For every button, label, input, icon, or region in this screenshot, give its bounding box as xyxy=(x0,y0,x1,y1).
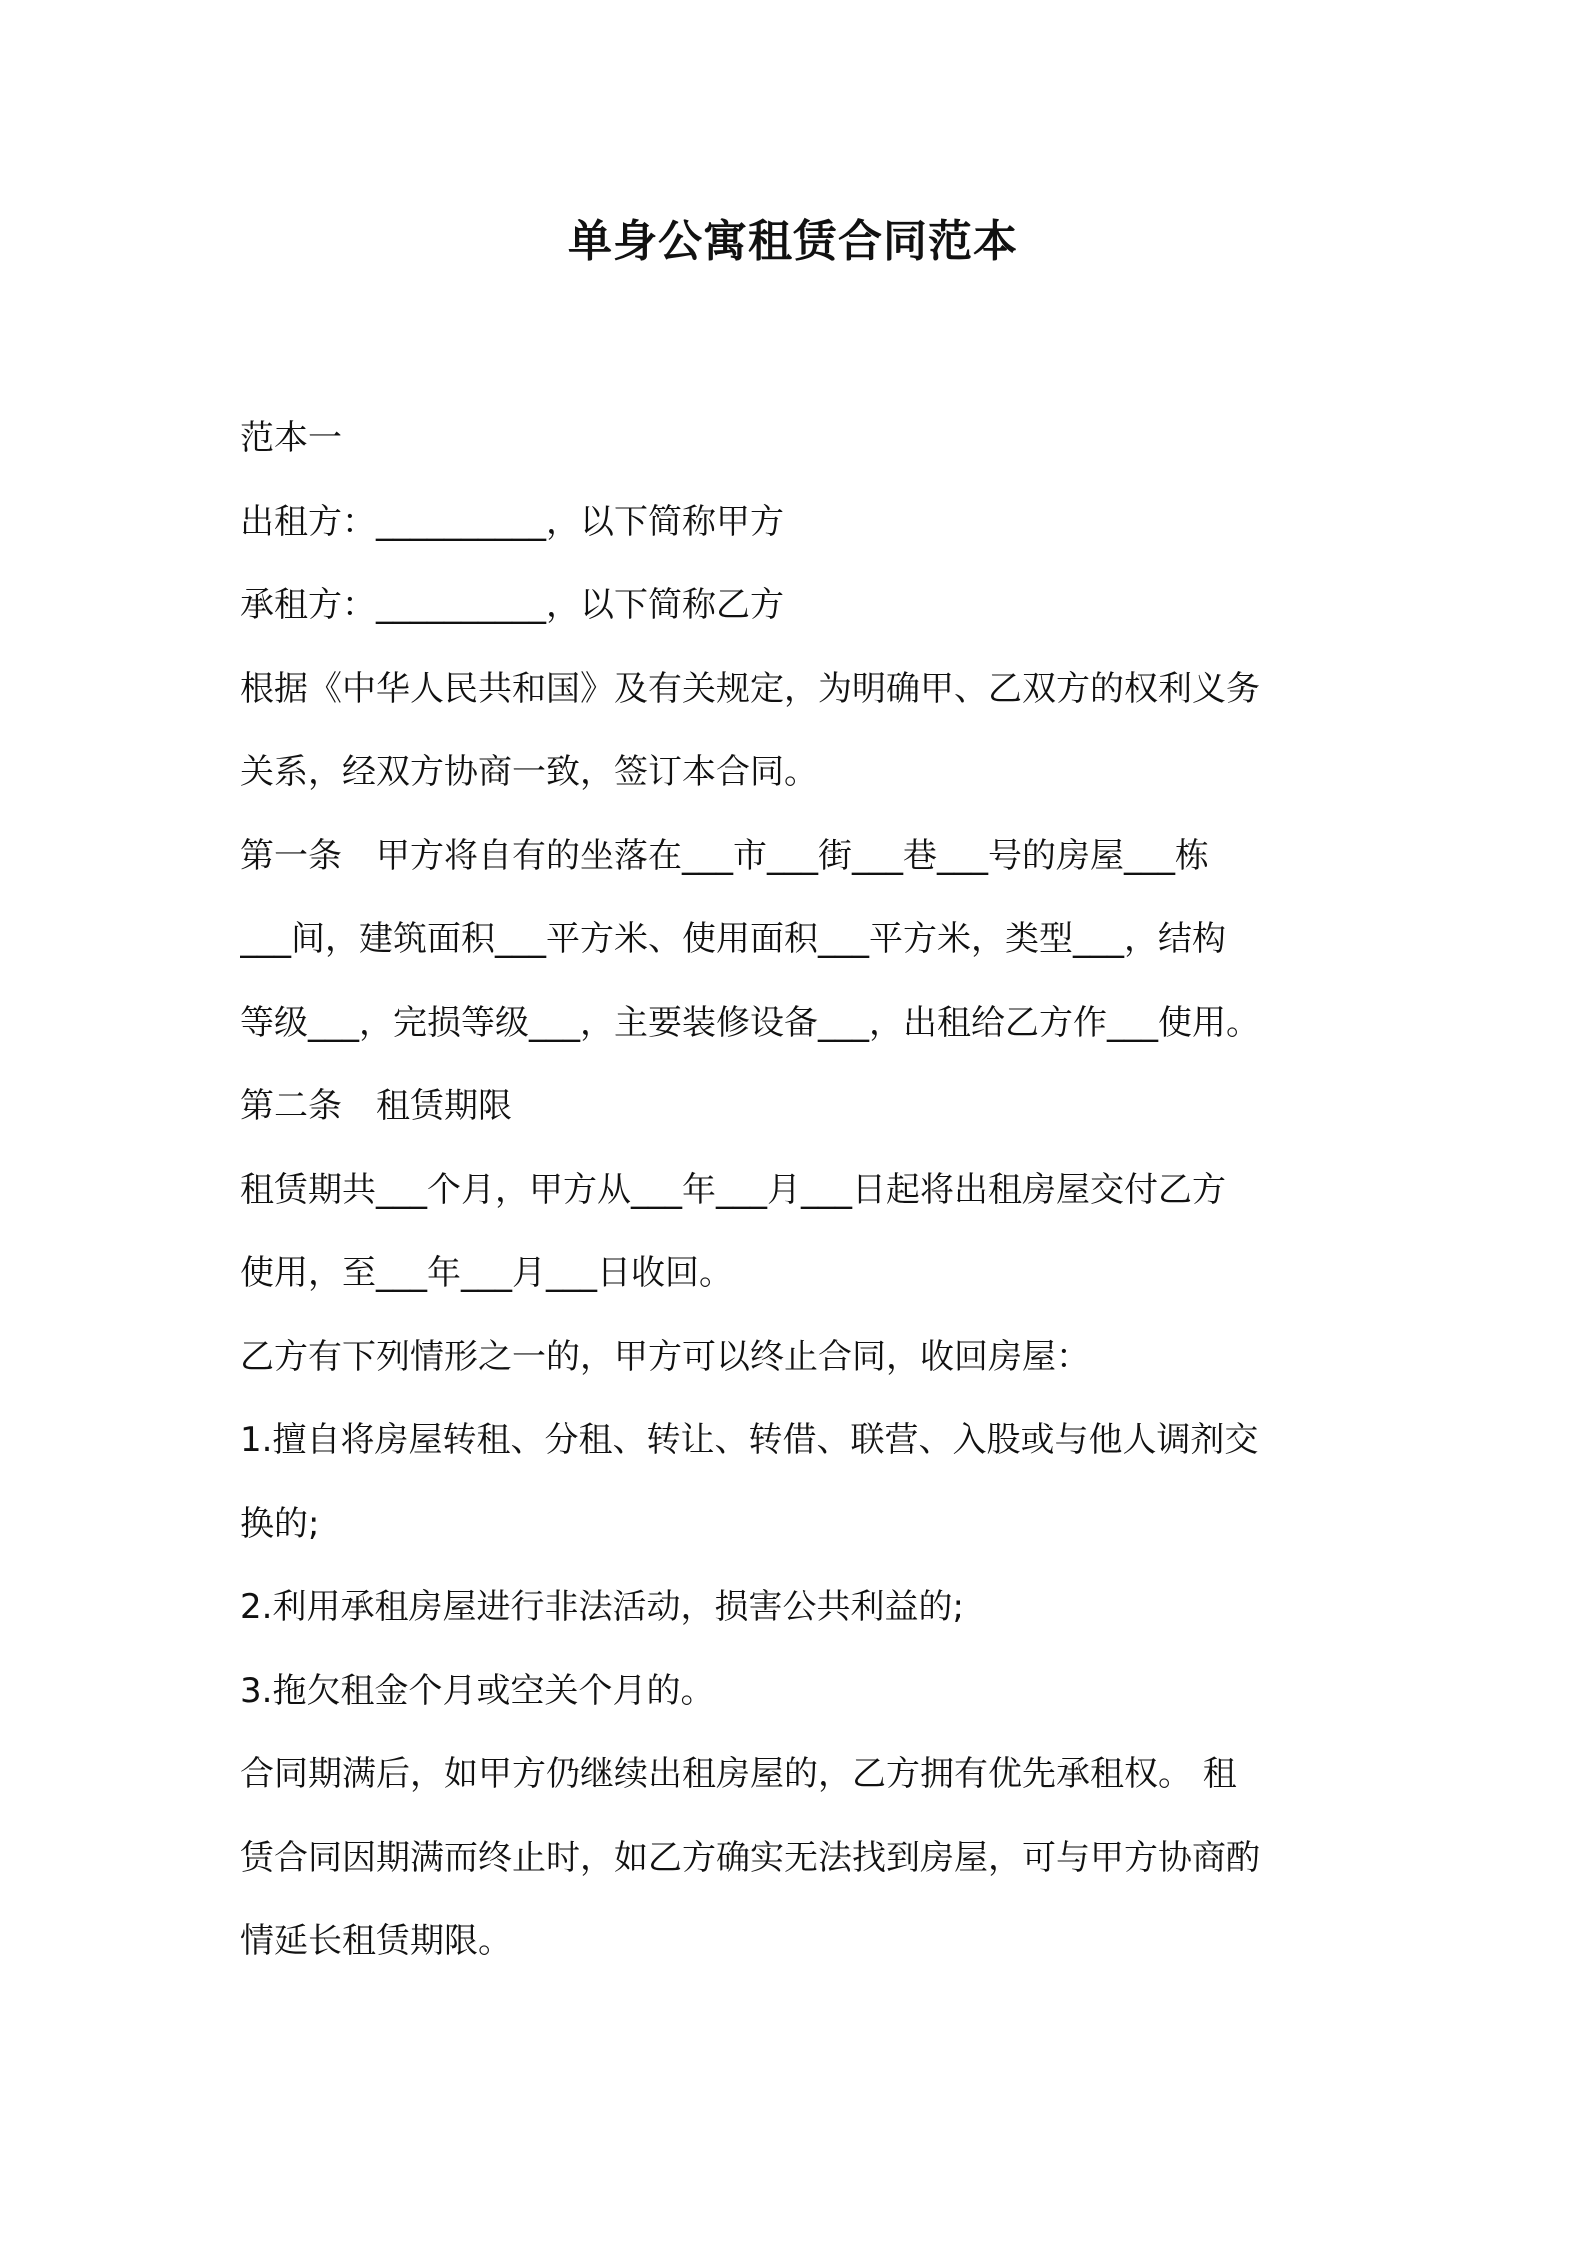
lessee-line: 承租方：__________，以下简称乙方 xyxy=(240,585,784,625)
termination-intro-line: 乙方有下列情形之一的，甲方可以终止合同，收回房屋： xyxy=(240,1336,1090,1377)
termination-item-2: 2.利用承租房屋进行非法活动，损害公共利益的; xyxy=(240,1587,964,1627)
article-one-line: 第一条 甲方将自有的坐落在___市___街___巷___号的房屋___栋 xyxy=(240,835,1209,876)
termination-item-3: 3.拖欠租金个月或空关个月的。 xyxy=(240,1670,715,1711)
lessor-line: 出租方：__________，以下简称甲方 xyxy=(240,501,784,542)
document-title: 单身公寓租赁合同范本 xyxy=(568,216,1018,267)
article-two-heading: 第二条 租赁期限 xyxy=(240,1086,512,1126)
renewal-line: 情延长租赁期限。 xyxy=(240,1921,512,1961)
preamble-line: 关系，经双方协商一致，签订本合同。 xyxy=(240,752,818,792)
document-body xyxy=(240,403,1360,1990)
article-one-line: ___间，建筑面积___平方米、使用面积___平方米，类型___，结构 xyxy=(240,919,1226,959)
lease-term-line: 使用，至___年___月___日收回。 xyxy=(240,1253,733,1293)
lease-term-line: 租赁期共___个月，甲方从___年___月___日起将出租房屋交付乙方 xyxy=(240,1169,1226,1210)
renewal-line: 合同期满后，如甲方仍继续出租房屋的，乙方拥有优先承租权。 租 xyxy=(240,1754,1237,1794)
section-heading-sample-one: 范本一 xyxy=(240,418,342,458)
preamble-line: 根据《中华人民共和国》及有关规定，为明确甲、乙双方的权利义务 xyxy=(240,668,1260,709)
article-one-line: 等级___，完损等级___，主要装修设备___，出租给乙方作___使用。 xyxy=(240,1002,1260,1043)
renewal-line: 赁合同因期满而终止时，如乙方确实无法找到房屋，可与甲方协商酌 xyxy=(240,1837,1260,1878)
termination-item-1: 换的; xyxy=(240,1503,320,1544)
termination-item-1: 1.擅自将房屋转租、分租、转让、转借、联营、入股或与他人调剂交 xyxy=(240,1420,1259,1460)
